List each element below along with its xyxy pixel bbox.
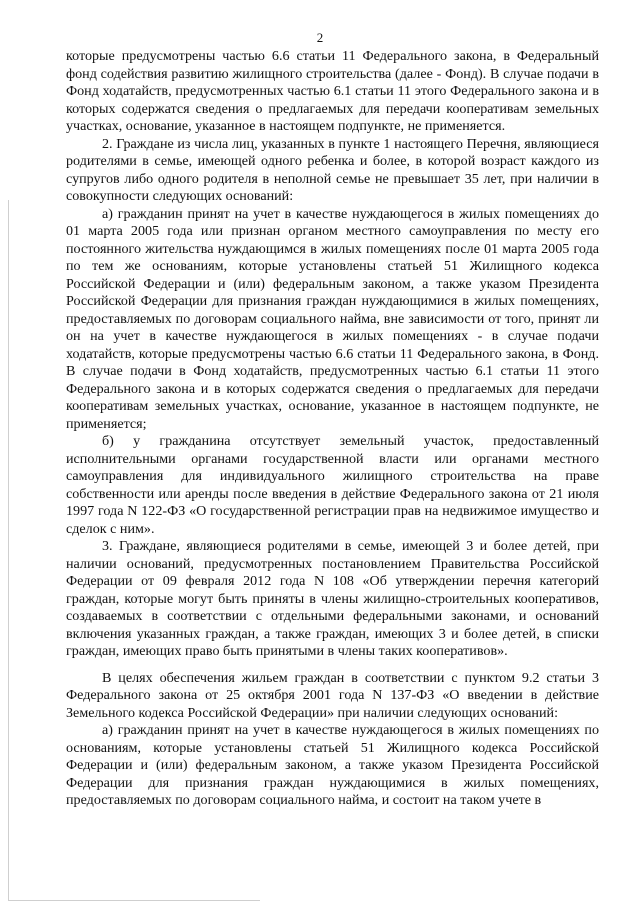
page-number: 2 [316, 30, 324, 45]
paragraph-continuation: которые предусмотрены частью 6.6 статьи 11 Федерального закона, в Федеральный фонд содействия развитию жилищного строительства (далее - Фонд). В случае подачи в Фонд ходатайств, предусмотренных частью 6.1 статьи 11 этого Федерального закона и в которых содержатся сведения о предлагаемых для передачи кооперативам земельных участках, основание, указанное в настоящем подпункте, не применяется. [66, 48, 599, 134]
scan-edge-line [8, 200, 9, 900]
paragraph-item-2: 2. Граждане из числа лиц, указанных в пункте 1 настоящего Перечня, являющиеся родителями в семье, имеющей одного ребенка и более, в которой возраст каждого из супругов либо одного родителя в неполной семье не превышает 35 лет, при наличии в совокупности следующих оснований: [66, 135, 599, 204]
paragraph-subitem-b: б) у гражданина отсутствует земельный участок, предоставленный исполнительными органами государственной власти или органами местного самоуправления для индивидуального жилищного строительства на праве собственности или аренды после введения в действие Федерального закона от 21 июля 1997 года N 122-ФЗ «О государственной регистрации прав на недвижимое имущество и сделок с ним». [66, 433, 599, 537]
document-body [66, 48, 599, 810]
paragraph-subitem-a: а) гражданин принят на учет в качестве нуждающегося в жилых помещениях до 01 марта 2005 года или признан органом местного самоуправления по месту его постоянного жительства нуждающимся в жилых помещениях после 01 марта 2005 года по тем же основаниям, которые установлены статьей 51 Жилищного кодекса Российской Федерации и (или) федеральным законом, а также указом Президента Российской Федерации для признания граждан нуждающимися в жилых помещениях, предоставляемых по договорам социального найма, вне зависимости от того, принят ли он на учет в качестве нуждающегося в жилых помещениях - в случае подачи ходатайств, которые предусмотрены частью 6.6 статьи 11 Федерального закона, в Фонд. В случае подачи в Фонд ходатайств, предусмотренных частью 6.1 статьи 11 этого Федерального закона и в которых содержатся сведения о предлагаемых для передачи кооперативам земельных участках, основание, указанное в настоящем подпункте, не применяется; [66, 205, 599, 432]
paragraph-item-3: 3. Граждане, являющиеся родителями в семье, имеющей 3 и более детей, при наличии оснований, предусмотренных постановлением Правительства Российской Федерации от 09 февраля 2012 года N 108 «Об утверждении перечня категорий граждан, которые могут быть приняты в члены жилищно-строительных кооперативов, создаваемых в соответствии с отдельными федеральными законами, и оснований включения указанных граждан, а также граждан, имеющих 3 и более детей, в списки граждан, имеющих право быть принятыми в члены таких кооперативов». [66, 538, 599, 659]
paragraph-subitem-a-2: а) гражданин принят на учет в качестве нуждающегося в жилых помещениях по основаниям, которые установлены статьей 51 Жилищного кодекса Российской Федерации и (или) федеральным законом, а также указом Президента Российской Федерации для признания граждан нуждающимися в жилых помещениях, предоставляемых по договорам социального найма, и состоит на таком учете в [66, 722, 599, 808]
scan-bottom-line [8, 900, 260, 901]
paragraph-purpose: В целях обеспечения жильем граждан в соответствии с пунктом 9.2 статьи 3 Федерального закона от 25 октября 2001 года N 137-ФЗ «О введении в действие Земельного кодекса Российской Федерации» при наличии следующих оснований: [66, 669, 599, 721]
